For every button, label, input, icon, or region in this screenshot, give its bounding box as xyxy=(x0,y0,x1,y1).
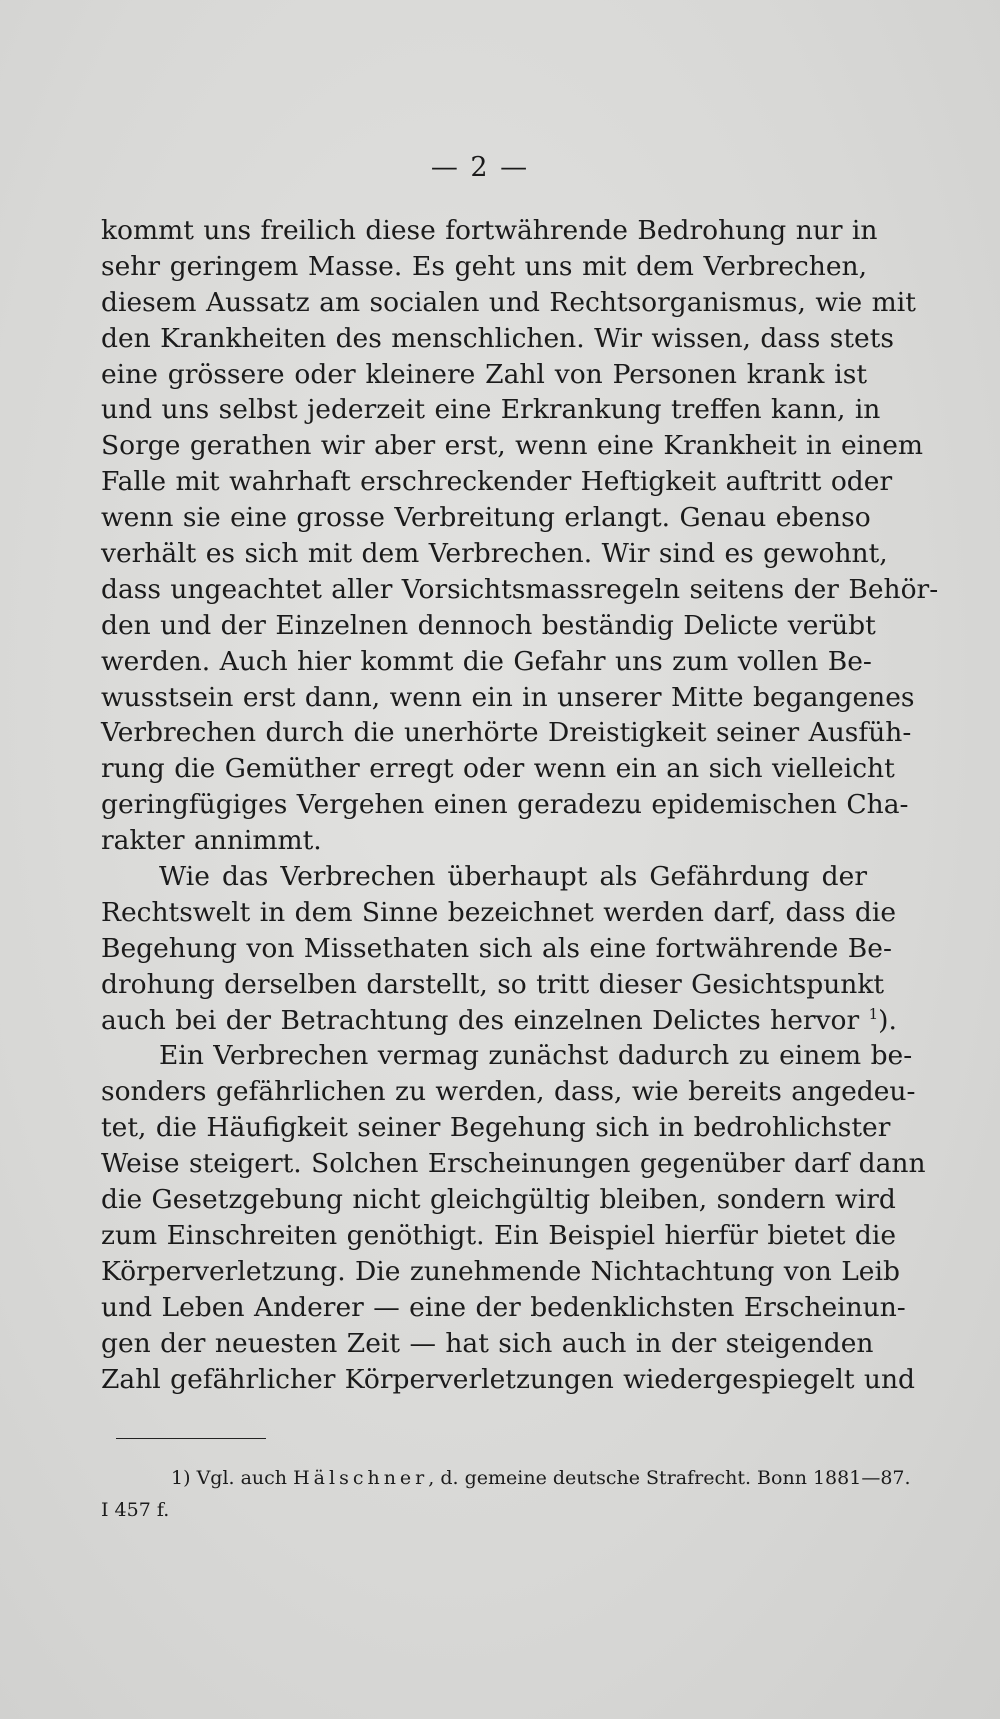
text-line: und uns selbst jederzeit eine Erkrankung treffen kann, in xyxy=(101,394,881,426)
footnote-divider xyxy=(116,1438,266,1439)
text-line: wenn sie eine grosse Verbreitung erlangt. Genau ebenso xyxy=(101,502,871,534)
text-line: Begehung von Missethaten sich als eine fortwährende Be- xyxy=(101,932,892,964)
text-line: Zahl gefährlicher Körperverletzungen wiedergespiegelt und xyxy=(101,1363,915,1395)
text-line: Sorge gerathen wir aber erst, wenn eine Krankheit in einem xyxy=(101,430,924,462)
text-line: drohung derselben darstellt, so tritt dieser Gesichtspunkt xyxy=(101,968,885,1000)
text-line: Falle mit wahrhaft erschreckender Heftigkeit auftritt oder xyxy=(101,466,893,498)
text-line: verhält es sich mit dem Verbrechen. Wir sind es gewohnt, xyxy=(101,538,888,570)
text-line: gen der neuesten Zeit — hat sich auch in der steigenden xyxy=(101,1327,874,1359)
text-line: kommt uns freilich diese fortwährende Bedrohung nur in xyxy=(101,215,878,246)
footnote-marker: 1) xyxy=(171,1467,191,1489)
text-line: zum Einschreiten genöthigt. Ein Beispiel hierfür bietet die xyxy=(101,1219,897,1251)
text-line: auch bei der Betrachtung des einzelnen Delictes hervor xyxy=(101,1004,860,1036)
text-line: eine grössere oder kleinere Zahl von Personen krank ist xyxy=(101,358,867,390)
text-line-with-footnote-ref xyxy=(101,1003,897,1039)
text-line: werden. Auch hier kommt die Gefahr uns zum vollen Be- xyxy=(101,645,872,677)
text-line: rung die Gemüther erregt oder wenn ein an sich vielleicht xyxy=(101,753,895,785)
paragraph-1 xyxy=(101,213,939,859)
text-line: sehr geringem Masse. Es geht uns mit dem Verbrechen, xyxy=(101,250,867,282)
text-line: den und der Einzelnen dennoch beständig Delicte verübt xyxy=(101,609,876,641)
footnote-prefix: Vgl. auch xyxy=(196,1467,288,1489)
text-line: Körperverletzung. Die zunehmende Nichtachtung von Leib xyxy=(101,1255,900,1287)
paragraph-2 xyxy=(101,859,897,1038)
text-line: Rechtswelt in dem Sinne bezeichnet werden darf, dass die xyxy=(101,896,897,928)
text-line: rakter annimmt. xyxy=(101,825,322,857)
footnote-author: Hälschner xyxy=(293,1467,429,1489)
footnote-1 xyxy=(101,1462,911,1494)
text-line: dass ungeachtet aller Vorsichtsmassregeln seitens der Behör- xyxy=(101,573,939,605)
body-text xyxy=(101,213,939,1397)
text-line: wusstsein erst dann, wenn ein in unserer Mitte begangenes xyxy=(101,681,915,713)
footnote-reference: 1 xyxy=(868,1004,879,1023)
footnote-1-continuation: I 457 f. xyxy=(101,1499,170,1521)
text-line: sonders gefährlichen zu werden, dass, wie bereits angedeu- xyxy=(101,1076,916,1108)
text-line: die Gesetzgebung nicht gleichgültig bleiben, sondern wird xyxy=(101,1184,896,1216)
text-line: tet, die Häufigkeit seiner Begehung sich in bedrohlichster xyxy=(101,1112,891,1144)
text-line: diesem Aussatz am socialen und Rechtsorganismus, wie mit xyxy=(101,286,916,318)
text-line: und Leben Anderer — eine der bedenklichsten Erscheinun- xyxy=(101,1291,906,1323)
paragraph-3 xyxy=(101,1038,926,1397)
text-line: Verbrechen durch die unerhörte Dreistigkeit seiner Ausfüh- xyxy=(101,717,912,749)
footnotes xyxy=(101,1462,911,1526)
text-line: Weise steigert. Solchen Erscheinungen gegenüber darf dann xyxy=(101,1148,926,1180)
text-line: Wie das Verbrechen überhaupt als Gefährdung der xyxy=(159,861,867,893)
text-line: geringfügiges Vergehen einen geradezu epidemischen Cha- xyxy=(101,789,909,821)
text-line: den Krankheiten des menschlichen. Wir wissen, dass stets xyxy=(101,322,894,354)
footnote-reference-tail: ). xyxy=(878,1004,897,1036)
page-number: — 2 — xyxy=(430,152,530,183)
footnote-text: , d. gemeine deutsche Strafrecht. Bonn 1881—87. xyxy=(428,1467,911,1489)
text-line: Ein Verbrechen vermag zunächst dadurch zu einem be- xyxy=(159,1040,913,1072)
